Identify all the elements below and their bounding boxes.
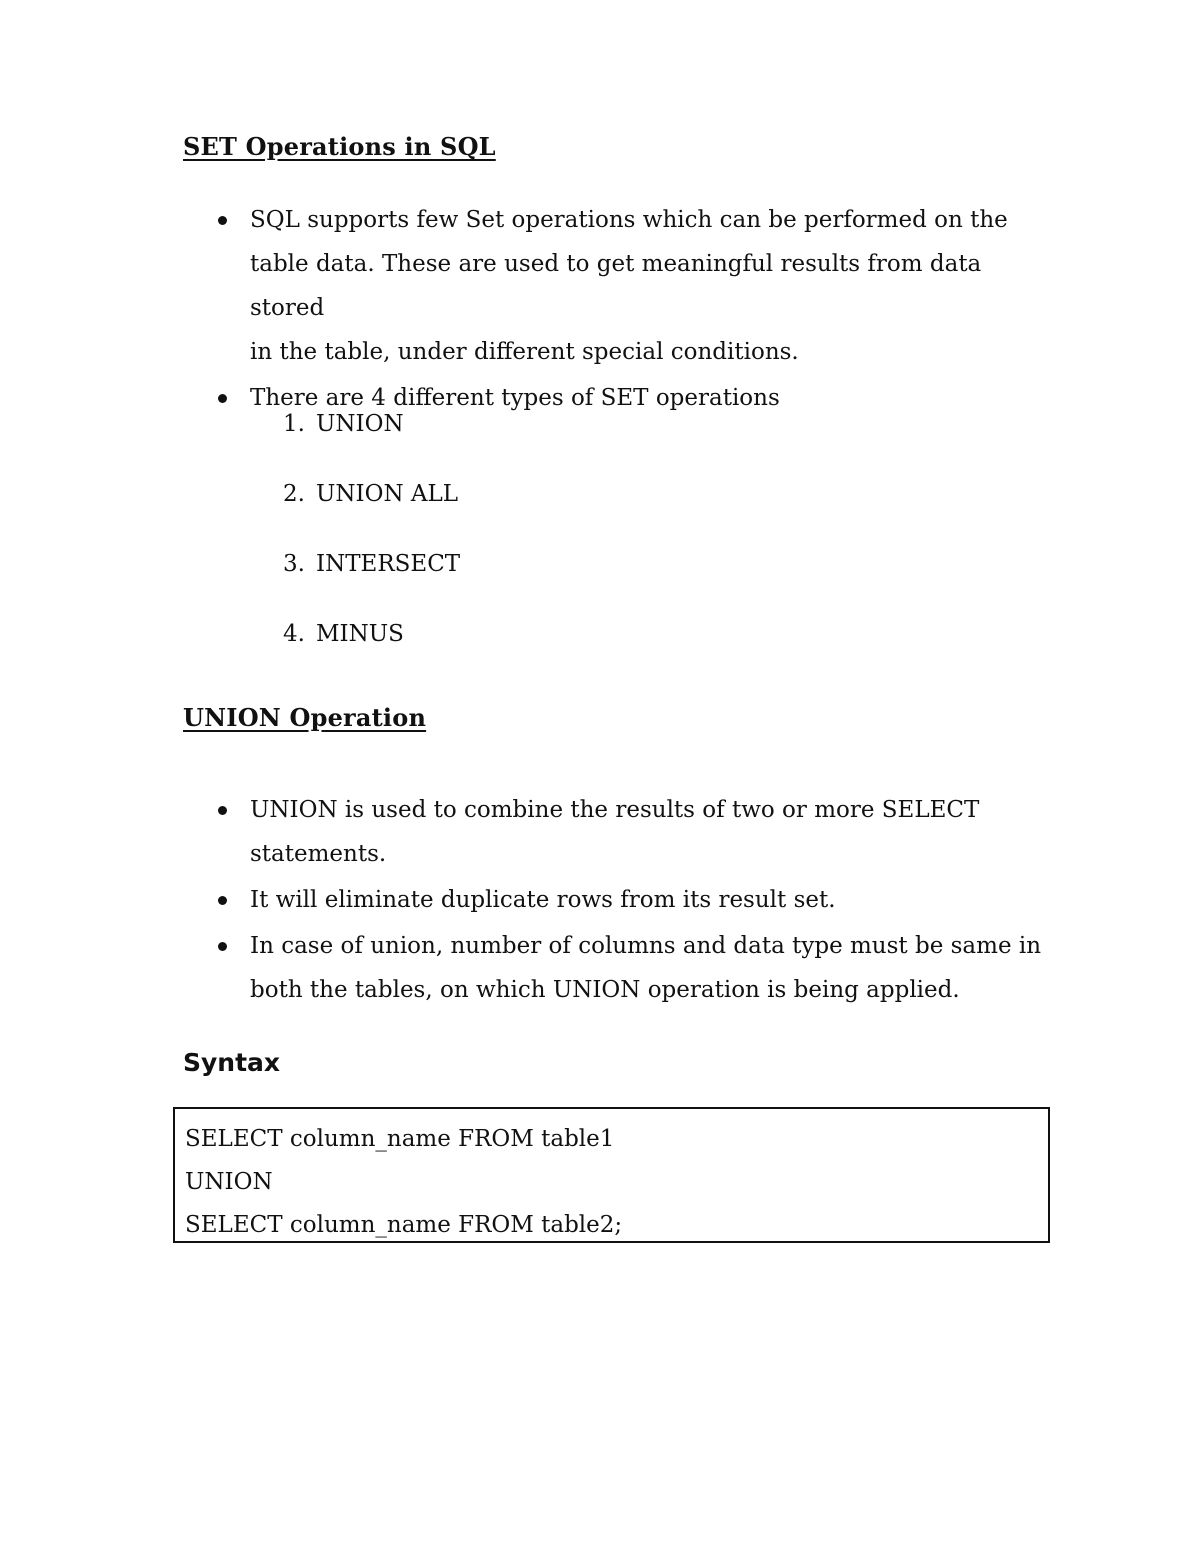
- set-operations-heading: SET Operations in SQL: [183, 132, 496, 161]
- union-bullet-list: [0, 788, 1050, 1014]
- bullet-line: statements.: [250, 841, 387, 867]
- bullet-line: It will eliminate duplicate rows from its result set.: [250, 887, 836, 913]
- bullet-line: SQL supports few Set operations which can be performed on the: [250, 207, 1008, 233]
- bullet-line: in the table, under different special conditions.: [250, 339, 799, 365]
- bullet-line: In case of union, number of columns and data type must be same in: [250, 933, 1042, 959]
- list-text: UNION: [316, 411, 404, 437]
- syntax-heading: Syntax: [183, 1048, 281, 1077]
- code-line: UNION: [185, 1169, 273, 1195]
- list-item: [283, 619, 404, 649]
- list-item: [283, 479, 458, 509]
- list-text: MINUS: [316, 621, 404, 647]
- list-item: [283, 549, 460, 579]
- bullet-dot-icon: [218, 942, 227, 951]
- code-line: SELECT column_name FROM table2;: [185, 1212, 623, 1238]
- list-text: UNION ALL: [316, 481, 459, 507]
- bullet-line: There are 4 different types of SET operations: [250, 385, 780, 411]
- bullet-line: UNION is used to combine the results of two or more SELECT: [250, 797, 980, 823]
- list-number: 2.: [283, 481, 305, 507]
- list-text: INTERSECT: [316, 551, 461, 577]
- bullet-item: [0, 924, 1050, 1012]
- code-line: SELECT column_name FROM table1: [185, 1126, 615, 1152]
- bullet-item: [0, 376, 1050, 420]
- bullet-item: [0, 198, 1050, 374]
- syntax-code-box: [173, 1107, 1050, 1243]
- set-operations-bullet-list: [0, 198, 1050, 422]
- list-number: 1.: [283, 411, 305, 437]
- list-number: 4.: [283, 621, 305, 647]
- bullet-dot-icon: [218, 896, 227, 905]
- bullet-dot-icon: [218, 394, 227, 403]
- bullet-line: both the tables, on which UNION operation is being applied.: [250, 977, 960, 1003]
- bullet-dot-icon: [218, 216, 227, 225]
- bullet-line: table data. These are used to get meaningful results from data stored: [250, 251, 982, 321]
- bullet-item: [0, 878, 1050, 922]
- bullet-dot-icon: [218, 806, 227, 815]
- bullet-item: [0, 788, 1050, 876]
- list-item: [283, 409, 404, 439]
- list-number: 3.: [283, 551, 305, 577]
- union-operation-heading: UNION Operation: [183, 703, 427, 732]
